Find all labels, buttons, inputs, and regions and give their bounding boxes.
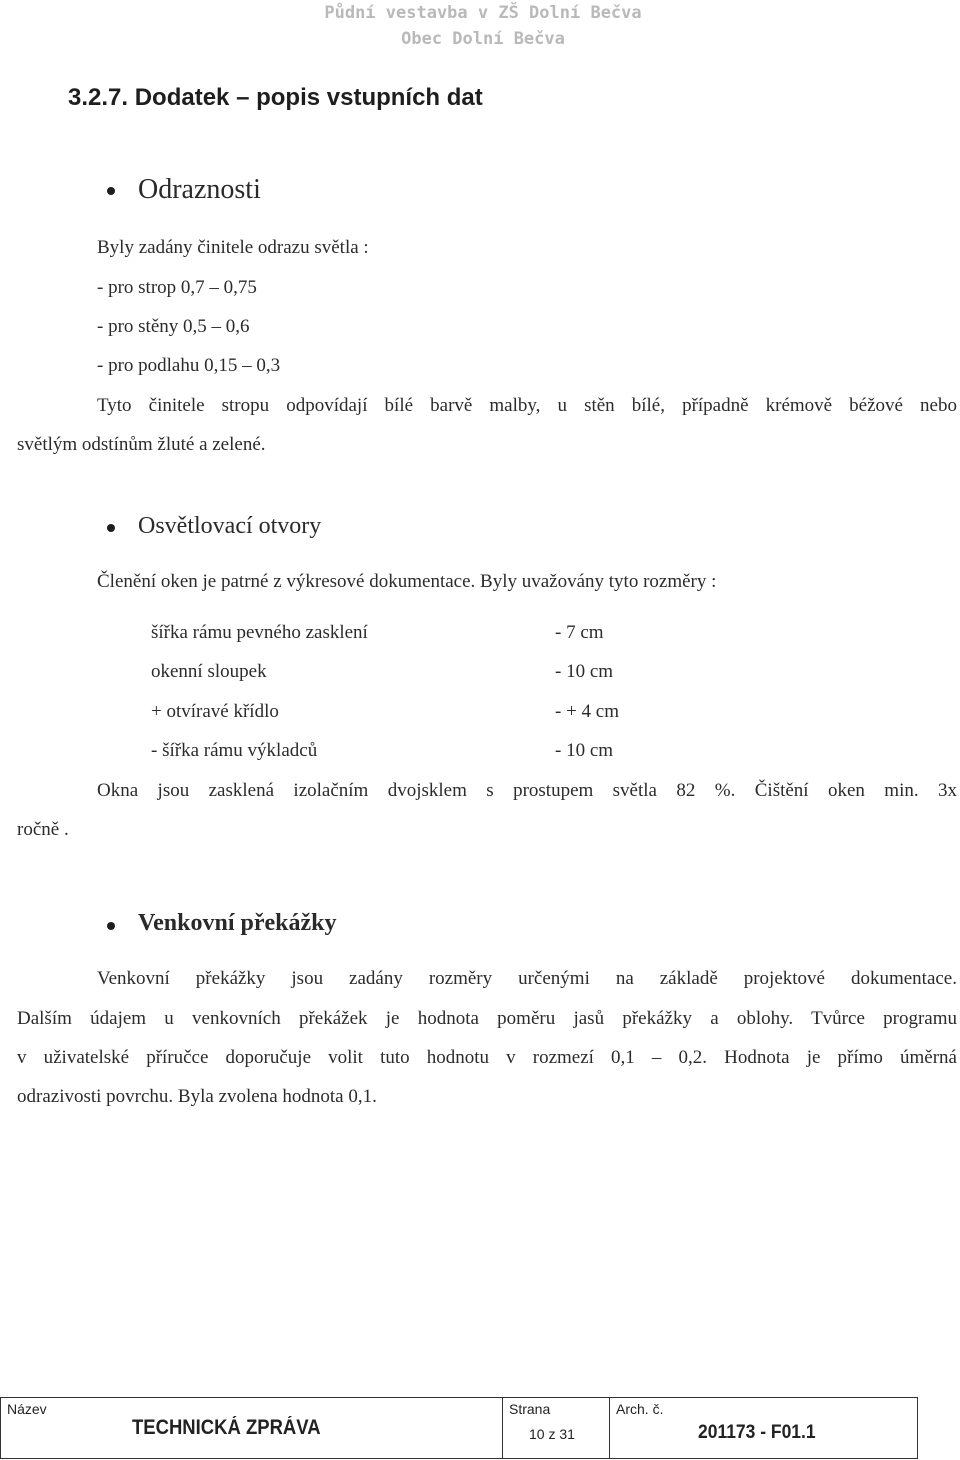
- dimension-value: - 7 cm: [555, 622, 604, 643]
- dimension-label: okenní sloupek: [151, 661, 267, 682]
- dimension-value: - 10 cm: [555, 661, 614, 682]
- prekazky-paragraph-line: Venkovní překážky jsou zadány rozměry určenými na základě projektové dokumentace.: [97, 968, 957, 989]
- footer-name-cell: [1, 1398, 503, 1458]
- odraznosti-paragraph-line: Tyto činitele stropu odpovídají bílé barvě malby, u stěn bílé, případně krémově béžové nebo: [97, 395, 957, 416]
- otvory-intro: Členění oken je patrné z výkresové dokumentace. Byly uvažovány tyto rozměry :: [97, 571, 717, 592]
- section-title: 3.2.7. Dodatek – popis vstupních dat: [68, 84, 483, 111]
- footer-arch-value: 201173 - F01.1: [698, 1422, 816, 1443]
- dimension-value: - + 4 cm: [555, 701, 620, 722]
- otvory-paragraph-line: ročně .: [17, 819, 69, 840]
- header-client: Obec Dolní Bečva: [401, 29, 565, 49]
- prekazky-paragraph-line: Dalším údajem u venkovních překážek je hodnota poměru jasů překážky a oblohy. Tvůrce programu: [17, 1008, 957, 1029]
- otvory-paragraph-line: Okna jsou zasklená izolačním dvojsklem s prostupem světla 82 %. Čištění oken min. 3x: [97, 780, 957, 801]
- header-project-title: Půdní vestavba v ZŠ Dolní Bečva: [324, 3, 642, 23]
- footer-arch-label: Arch. č.: [616, 1401, 664, 1417]
- footer-page-label: Strana: [509, 1401, 551, 1417]
- bullet-prekazky: [107, 922, 115, 930]
- footer-page-cell: [503, 1398, 610, 1458]
- dimension-label: - šířka rámu výkladců: [151, 740, 318, 761]
- heading-otvory: Osvětlovací otvory: [138, 513, 322, 539]
- footer-name-label: Název: [7, 1401, 47, 1417]
- dimension-label: + otvíravé křídlo: [151, 701, 279, 722]
- heading-odraznosti: Odraznosti: [138, 174, 261, 205]
- odraznosti-item: - pro strop 0,7 – 0,75: [97, 277, 257, 298]
- heading-prekazky: Venkovní překážky: [138, 910, 337, 936]
- odraznosti-item: - pro stěny 0,5 – 0,6: [97, 316, 250, 337]
- bullet-otvory: [107, 524, 115, 532]
- odraznosti-intro: Byly zadány činitele odrazu světla :: [97, 237, 369, 258]
- dimension-value: - 10 cm: [555, 740, 614, 761]
- prekazky-paragraph-line: odrazivosti povrchu. Byla zvolena hodnota 0,1.: [17, 1086, 377, 1107]
- bullet-odraznosti: [107, 187, 115, 195]
- footer-name-value: TECHNICKÁ ZPRÁVA: [132, 1416, 321, 1439]
- footer-page-value: 10 z 31: [529, 1426, 575, 1442]
- prekazky-paragraph-line: v uživatelské příručce doporučuje volit tuto hodnotu v rozmezí 0,1 – 0,2. Hodnota je přímo úměrná: [17, 1047, 957, 1068]
- footer-title-block: [0, 1397, 918, 1459]
- dimension-label: šířka rámu pevného zasklení: [151, 622, 368, 643]
- footer-arch-cell: [610, 1398, 917, 1458]
- odraznosti-paragraph-line: světlým odstínům žluté a zelené.: [17, 434, 266, 455]
- odraznosti-item: - pro podlahu 0,15 – 0,3: [97, 355, 281, 376]
